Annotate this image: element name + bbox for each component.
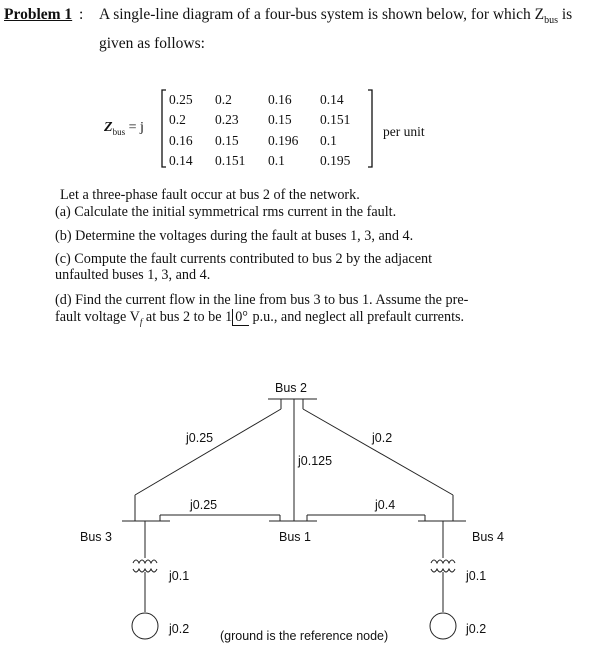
bus4-generator-icon	[430, 613, 456, 639]
d-text-a: fault voltage V	[55, 309, 140, 325]
matrix-cell: 0.2	[215, 92, 232, 107]
matrix-cell: 0.2	[169, 112, 186, 127]
bus4-xfmr-coil-top	[431, 560, 455, 563]
z23-label: j0.25	[186, 431, 214, 445]
zbus-eq: = j	[128, 120, 144, 135]
d-text-c: p.u., and neglect all prefault currents.	[248, 309, 465, 325]
matrix-cell: 0.196	[268, 133, 299, 148]
intro-sub: bus	[544, 15, 558, 27]
matrix-cell: 0.1	[320, 133, 337, 148]
bus1-label: Bus 1	[279, 530, 311, 544]
matrix-cell: 0.1	[268, 153, 285, 168]
xg4-label: j0.2	[466, 622, 487, 636]
angle-symbol: 0°	[232, 309, 249, 326]
problem-colon: :	[79, 6, 84, 23]
d-text-b: at bus 2 to be 1	[142, 309, 233, 325]
line-2-3	[135, 409, 281, 495]
question-c-line2: unfaulted buses 1, 3, and 4.	[55, 267, 211, 283]
bus3-xfmr-coil-bottom	[133, 569, 157, 572]
per-unit-label: per unit	[383, 124, 425, 139]
z14-label: j0.4	[375, 498, 396, 512]
problem-intro-line2: given as follows:	[99, 35, 205, 52]
zbus-sub: bus	[112, 126, 126, 137]
intro-end: is	[558, 6, 573, 23]
intro-text: A single-line diagram of a four-bus system is shown below, for which Z	[99, 6, 545, 23]
bus4-xfmr-coil-bottom	[431, 569, 455, 572]
matrix-cell: 0.151	[215, 153, 246, 168]
question-b: (b) Determine the voltages during the fault at buses 1, 3, and 4.	[55, 228, 414, 244]
xg3-label: j0.2	[169, 622, 190, 636]
bus3-generator-icon	[132, 613, 158, 639]
z24-label: j0.2	[372, 431, 393, 445]
matrix-cell: 0.15	[268, 112, 292, 127]
bus3-xfmr-coil-top	[133, 560, 157, 563]
xt4-label: j0.1	[466, 569, 487, 583]
matrix-cell: 0.14	[169, 153, 193, 168]
matrix-cell: 0.16	[169, 133, 193, 148]
matrix-cell: 0.151	[320, 112, 351, 127]
z31-label: j0.25	[190, 498, 218, 512]
problem-label: Problem 1	[4, 6, 73, 23]
zbus-symbol: Z	[104, 120, 113, 135]
matrix-cell: 0.14	[320, 92, 344, 107]
line-2-4	[303, 409, 453, 495]
matrix-cell: 0.195	[320, 153, 351, 168]
bus3-label: Bus 3	[80, 530, 112, 544]
bus4-label: Bus 4	[472, 530, 504, 544]
xt3-label: j0.1	[169, 569, 190, 583]
question-a: (a) Calculate the initial symmetrical rms current in the fault.	[55, 204, 397, 220]
bus2-label: Bus 2	[275, 381, 307, 395]
matrix-cell: 0.16	[268, 92, 292, 107]
d-sub: f	[139, 316, 143, 327]
matrix-cell: 0.23	[215, 112, 239, 127]
ground-note: (ground is the reference node)	[220, 629, 389, 643]
question-intro: Let a three-phase fault occur at bus 2 of the network.	[60, 187, 360, 203]
question-c-line1: (c) Compute the fault currents contributed to bus 2 by the adjacent	[55, 251, 433, 267]
question-d-line1: (d) Find the current flow in the line from bus 3 to bus 1. Assume the pre-	[55, 292, 469, 308]
matrix-cell: 0.15	[215, 133, 239, 148]
matrix-cell: 0.25	[169, 92, 193, 107]
z21-label: j0.125	[298, 454, 333, 468]
